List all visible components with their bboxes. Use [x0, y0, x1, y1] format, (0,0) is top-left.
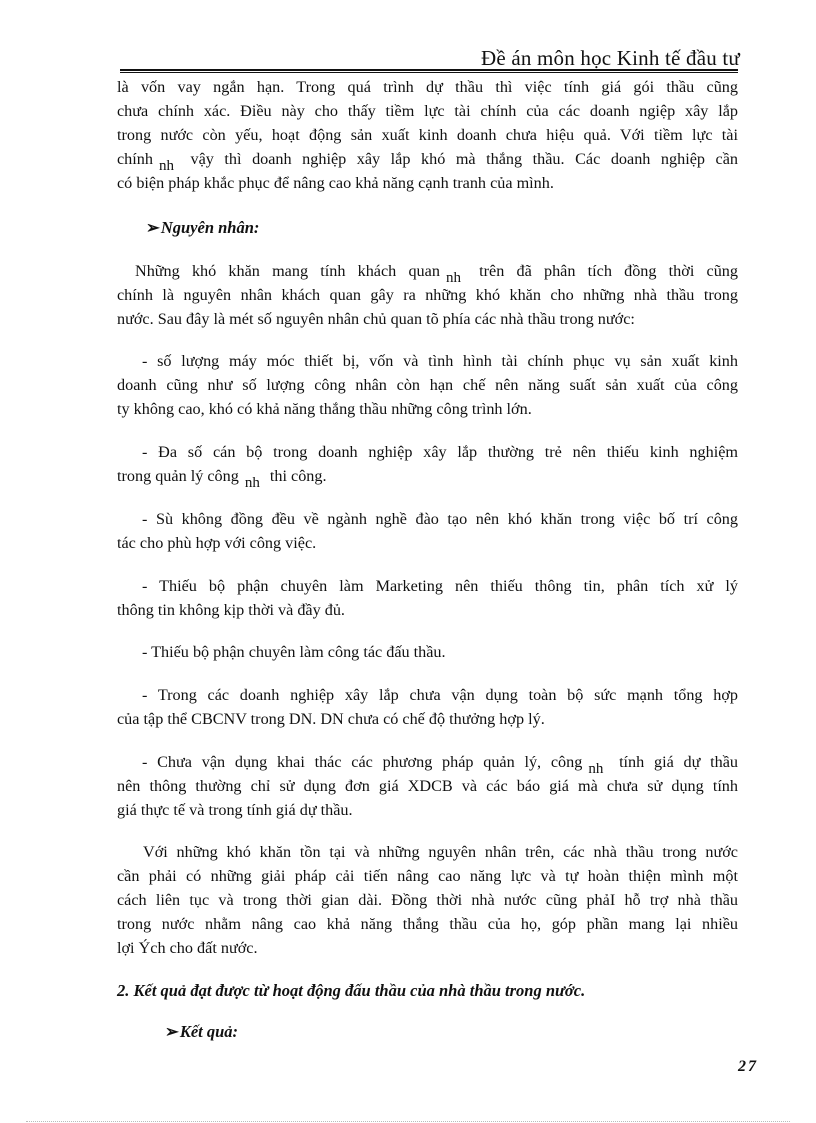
subscript-nh: nh: [588, 761, 604, 777]
text-line: - Chưa vận dụng khai thác các phương pháp quản lý, công nh tính giá dự thầu: [142, 753, 738, 777]
heading-causes: ➢Nguyên nhân:: [146, 218, 260, 237]
footer-dotted-rule: [26, 1121, 790, 1122]
bullet-pricing-methods: [117, 750, 738, 822]
bullet-staff-experience: [117, 440, 738, 491]
text-line: cần phải có những giải pháp cải tiến nâng cao năng lực và tự hoàn thiện mình một: [117, 867, 738, 885]
bullet-equipment: [117, 349, 738, 421]
bullet-marketing: [117, 574, 738, 622]
text-line: - Thiếu bộ phận chuyên làm Marketing nên thiếu thông tin, phân tích xử lý: [142, 577, 738, 595]
text-line: trong quản lý công nh thi công.: [117, 467, 327, 491]
paragraph-conclusion: [117, 840, 738, 960]
subscript-nh: nh: [445, 270, 461, 286]
text-line: giá thực tế và trong tính giá dự thầu.: [117, 801, 353, 819]
text-line: có biện pháp khắc phục để nâng cao khả năng cạnh tranh của mình.: [117, 174, 554, 192]
text-line: Với những khó khăn tồn tại và những nguyên nhân trên, các nhà thầu trong nước: [143, 843, 738, 861]
text-line: nước. Sau đây là mét số nguyên nhân chủ quan tõ phía các nhà thầu trong nước:: [117, 310, 635, 328]
text-line: trong nước còn yếu, hoạt động sản xuất kinh doanh chưa hiệu quả. Với tiềm lực tài: [117, 126, 738, 144]
text-line: tác cho phù hợp với công việc.: [117, 534, 317, 552]
subscript-nh: nh: [244, 475, 260, 491]
header-rule-thick: [120, 69, 738, 71]
text-line: - Thiếu bộ phận chuyên làm công tác đấu thầu.: [142, 643, 446, 661]
arrow-bullet-icon: ➢: [146, 218, 160, 237]
text-line: chưa chính xác. Điều này cho thấy tiềm lực tài chính của các doanh ngiệp xây lắp: [117, 102, 738, 120]
arrow-bullet-icon: ➢: [165, 1022, 179, 1041]
text-line: thông tin không kịp thời và đầy đủ.: [117, 601, 345, 619]
text-line: chính nh vậy thì doanh nghiệp xây lắp khó mà thắng thầu. Các doanh nghiệp cần: [117, 150, 738, 174]
bullet-bidding-dept: [117, 640, 738, 664]
text-line: là vốn vay ngắn hạn. Trong quá trình dự thầu thì việc tính giá gói thầu cũng: [117, 78, 738, 96]
text-line: lợi Ých cho đất nước.: [117, 939, 258, 957]
subscript-nh: nh: [158, 158, 174, 174]
bullet-training: [117, 507, 738, 555]
text-line: doanh cũng như số lượng công nhân còn hạn chế nên năng suất sản xuất của công: [117, 376, 738, 394]
text-line: chính là nguyên nhân khách quan gây ra những khó khăn cho những nhà thầu trong: [117, 286, 738, 304]
paragraph-causes-intro: [117, 259, 738, 331]
heading-results: ➢Kết quả:: [165, 1022, 239, 1041]
header-rule-thin: [120, 72, 738, 73]
text-line: trong nước nhằm nâng cao khả năng thắng thầu của họ, góp phần mang lại nhiều: [117, 915, 738, 933]
text-line: - Đa số cán bộ trong doanh nghiệp xây lắp thường trẻ nên thiếu kinh nghiệm: [142, 443, 738, 461]
text-line: Những khó khăn mang tính khách quan nh trên đã phân tích đồng thời cũng: [135, 262, 738, 286]
paragraph-financial-capacity: [117, 75, 738, 195]
text-line: cách liên tục và trong thời gian dài. Đồng thời nhà nước cũng phảI hỗ trợ nhà thầu: [117, 891, 738, 909]
bullet-collective-strength: [117, 683, 738, 731]
section-2-title: 2. Kết quả đạt được từ hoạt động đấu thầu của nhà thầu trong nước.: [117, 981, 586, 1000]
text-line: ty không cao, khó có khả năng thắng thầu những công trình lớn.: [117, 400, 532, 418]
text-line: nên thông thường chỉ sử dụng đơn giá XDCB và các báo giá mà chưa sử dụng tính: [117, 777, 738, 795]
text-line: - số lượng máy móc thiết bị, vốn và tình hình tài chính phục vụ sản xuất kinh: [142, 352, 738, 370]
page-header-title: Đề án môn học Kinh tế đầu tư: [480, 46, 740, 70]
text-line: - Trong các doanh nghiệp xây lắp chưa vận dụng toàn bộ sức mạnh tổng hợp: [142, 686, 738, 704]
page-number: 27: [738, 1058, 758, 1075]
text-line: - Sù không đồng đều về ngành nghề đào tạo nên khó khăn trong việc bố trí công: [142, 510, 738, 528]
text-line: của tập thể CBCNV trong DN. DN chưa có chế độ thưởng hợp lý.: [117, 710, 545, 728]
